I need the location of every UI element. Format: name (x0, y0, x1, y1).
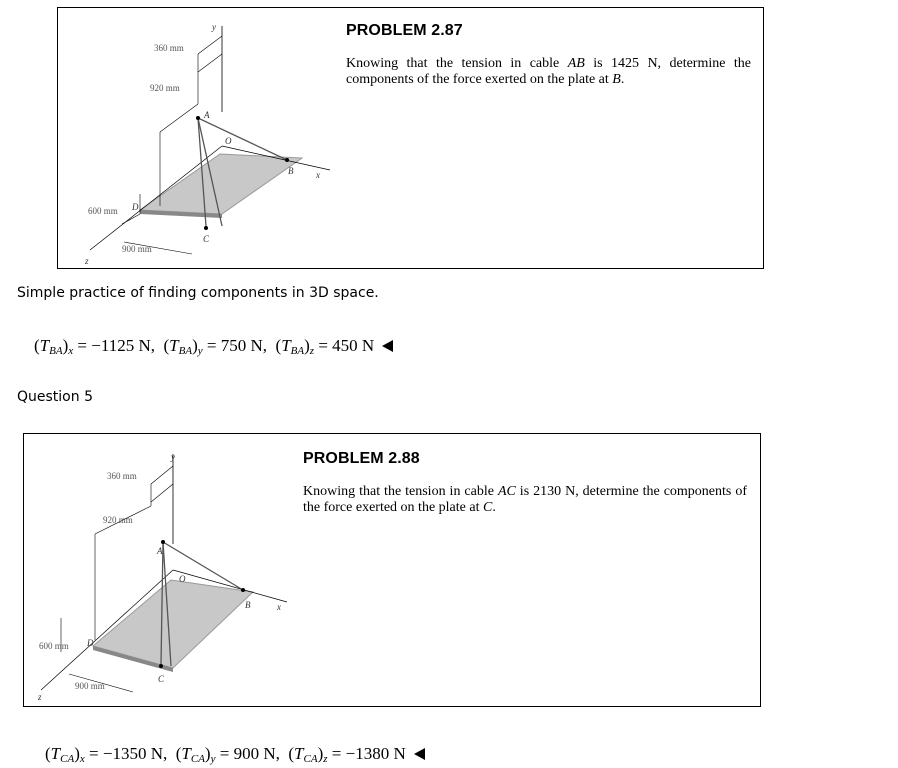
problem-statement: Knowing that the tension in cable AB is 1425 N, determine the components of the force exerted on the plate at B. (346, 56, 751, 87)
problem-title: PROBLEM 2.88 (303, 450, 420, 467)
dim-920-label: 920 mm (150, 83, 180, 93)
answer-marker-icon (414, 748, 425, 760)
point-o-label: O (179, 574, 186, 584)
answer-2-87: $(T_{BA})_x = -1125$ N, $(T_{BA})_y = 750$ N, $(T_{BA})_z = 450$ N (34, 336, 393, 356)
point-a-label: A (204, 110, 210, 120)
axis-x-label: x (277, 602, 281, 612)
axis-y-label: y (171, 452, 175, 462)
point-d-label: D (132, 202, 139, 212)
point-o-label: O (225, 136, 232, 146)
dim-900-label: 900 mm (122, 244, 152, 254)
dim-360-label: 360 mm (154, 43, 184, 53)
note-text: Simple practice of finding components in 3D space. (17, 285, 379, 301)
point-d-label: D (87, 638, 94, 648)
problem-title: PROBLEM 2.87 (346, 22, 463, 39)
point-c-label: C (203, 234, 210, 244)
point-b-label: B (245, 600, 251, 610)
problem-2-87-text (346, 22, 751, 88)
problem-2-88-figure (33, 442, 293, 704)
dim-920-label: 920 mm (103, 515, 133, 525)
dim-600-label: 600 mm (39, 641, 69, 651)
dim-600-label: 600 mm (88, 206, 118, 216)
axis-z-label: z (38, 692, 42, 702)
dim-900-label: 900 mm (75, 681, 105, 691)
problem-statement: Knowing that the tension in cable AC is 2130 N, determine the components of the force exerted on the plate at C. (303, 484, 748, 515)
answer-marker-icon (382, 340, 393, 352)
point-b-label: B (288, 166, 294, 176)
problem-2-88-text (303, 450, 747, 516)
problem-2-88-box (23, 433, 761, 707)
problem-2-87-figure (82, 14, 332, 264)
axis-z-label: z (85, 256, 89, 264)
point-c-label: C (158, 674, 165, 684)
axis-x-label: x (316, 170, 320, 180)
point-a-label: A (157, 546, 163, 556)
question-label: Question 5 (17, 389, 93, 405)
axis-y-label: y (212, 22, 216, 32)
plate-shape (140, 154, 302, 214)
dim-360-label: 360 mm (107, 471, 137, 481)
answer-2-88: $(T_{CA})_x = -1350$ N, $(T_{CA})_y = 900$ N, $(T_{CA})_z = -1380$ N (45, 744, 425, 764)
problem-2-87-box (57, 7, 764, 269)
